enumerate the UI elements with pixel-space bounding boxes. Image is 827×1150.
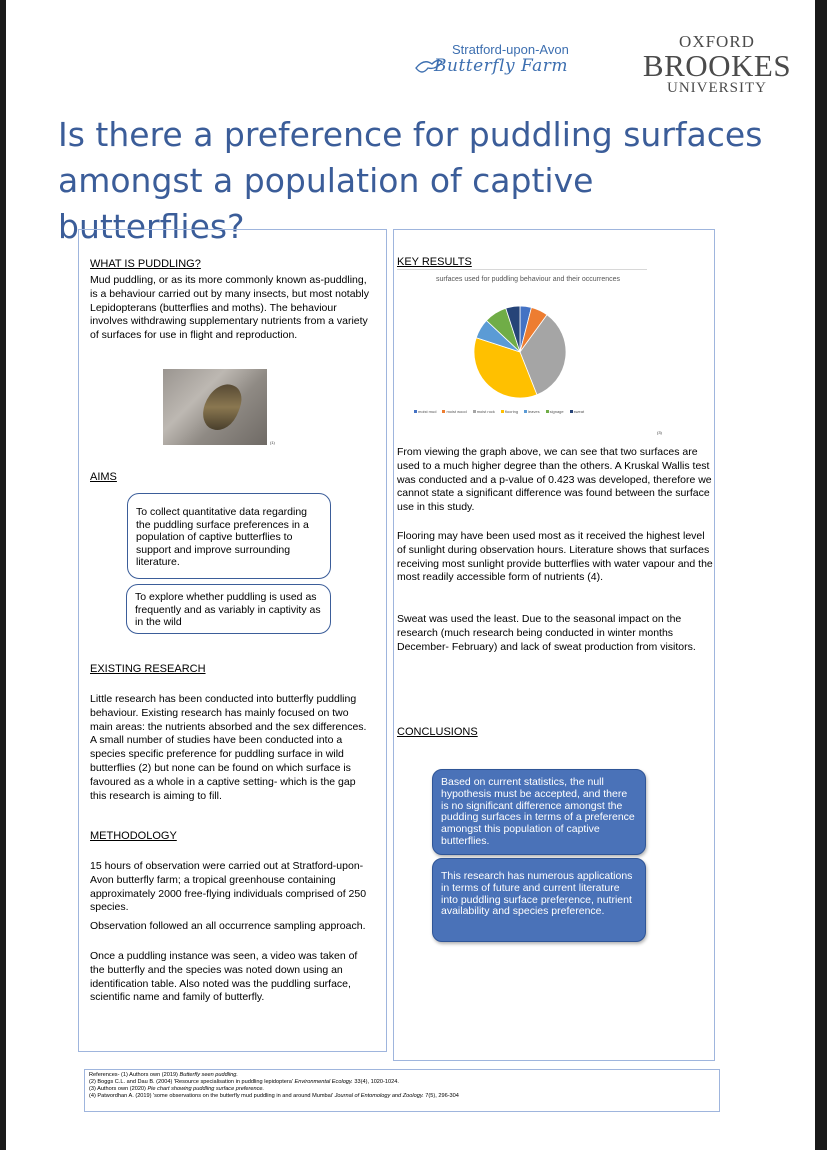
chart-top-rule [397, 269, 647, 270]
oxford-brookes-logo [642, 32, 792, 97]
key-results-heading: KEY RESULTS [397, 256, 472, 268]
existing-research-heading: EXISTING RESEARCH [90, 663, 206, 675]
legend-label: moist rock [476, 409, 495, 414]
methodology-text-2: Observation followed an all occurrence sampling approach. [90, 920, 366, 932]
legend-swatch [524, 410, 527, 413]
methodology-text-3: Once a puddling instance was seen, a video was taken of the butterfly and the species was noted down using an identification table. Also noted was the puddling surface, scientific name and family of butterfly. [90, 950, 358, 1004]
methodology-heading: METHODOLOGY [90, 830, 177, 842]
butterfly-photo [163, 369, 267, 445]
results-text-2: Flooring may have been used most as it received the highest level of sunlight during observation hours. Literature shows that surfaces receiving most sunlight provide butterflies with water vapour and the most readily accessible form of nutrients (4). [397, 530, 713, 584]
reference-1: References- (1) Authors own (2019) Butterfly seen puddling. [89, 1072, 238, 1078]
title-line1: Is there a preference for puddling surfaces [58, 115, 763, 154]
what-is-puddling-text: Mud puddling, or as its more commonly known as-puddling, is a behaviour carried out by many insects, but most notably Lepidopterans (butterflies and moths). The behaviour involves withdrawing supplementary nutrients from a variety of surfaces for use in flight and reproduction. [90, 274, 369, 342]
legend-item-sweat [570, 409, 584, 414]
legend-swatch [414, 410, 417, 413]
reference-4: (4) Patwordhan A. (2019) 'some observations on the butterfly mud puddling in and around Mumbai' Journal of Entomology and Zoology. 7(5), 296-304 [89, 1093, 459, 1099]
legend-label: moist wood [446, 409, 467, 414]
existing-research-text: Little research has been conducted into butterfly puddling behaviour. Existing research has mainly focused on two main areas: the nutrients absorbed and the sex differences. A small number of studies have been conducted into a species specific preference for puddling surface in wild butterflies (2) but none can be found on which surface is favoured as a whole in a captive setting- which is the gap this research is aiming to fill. [90, 693, 367, 802]
legend-label: flooring [504, 409, 519, 414]
university-line3: UNIVERSITY [667, 80, 767, 96]
legend-swatch [570, 410, 573, 413]
butterfly-farm-name: Butterfly Farm [434, 56, 569, 76]
chart-title: surfaces used for puddling behaviour and their occurrences [435, 276, 621, 283]
reference-2: (2) Boggs C.L. and Dau B. (2004) 'Resource specialisation in puddling lepidoptera' Environmental Ecology. 33(4), 1020-1024. [89, 1079, 399, 1085]
methodology-text-1: 15 hours of observation were carried out at Stratford-upon-Avon butterfly farm; a tropical greenhouse containing approximately 2000 free-flying individuals comprised of 250 species. [90, 860, 367, 914]
legend-swatch [473, 410, 476, 413]
legend-label: sweat [573, 409, 585, 414]
legend-item-signage [546, 409, 564, 414]
legend-swatch [546, 410, 549, 413]
pie-chart [470, 302, 570, 402]
chart-reference: (3) [657, 430, 662, 435]
legend-item-moist-wood [442, 409, 466, 414]
conclusion-box-1 [432, 769, 646, 855]
chart-legend [414, 409, 644, 414]
legend-label: moist mud [418, 409, 437, 414]
poster [6, 0, 815, 1150]
title-line2: amongst a population of captive butterflies? [58, 161, 594, 246]
reference-3: (3) Authors own (2020) Pie chart showing puddling surface preference. [89, 1086, 265, 1092]
legend-item-moist-rock [473, 409, 495, 414]
aim-box-2 [126, 584, 331, 634]
legend-item-flooring [501, 409, 518, 414]
butterfly-farm-logo [414, 42, 594, 82]
conclusions-heading: CONCLUSIONS [397, 726, 478, 738]
aim-text-1: To collect quantitative data regarding the puddling surface preferences in a population of captive butterflies to support and improve surrounding literature. [136, 506, 309, 568]
aim-text-2: To explore whether puddling is used as frequently and as variably in captivity as in the wild [135, 591, 321, 628]
what-is-puddling-heading: WHAT IS PUDDLING? [90, 258, 201, 270]
university-line1: OXFORD [679, 32, 755, 51]
legend-swatch [501, 410, 504, 413]
legend-label: signage [549, 409, 564, 414]
conclusion-box-2 [432, 858, 646, 942]
aim-box-1 [127, 493, 331, 579]
legend-swatch [442, 410, 445, 413]
legend-item-leaves [524, 409, 540, 414]
aims-heading: AIMS [90, 471, 117, 483]
photo-reference: (1) [270, 440, 275, 445]
results-text-1: From viewing the graph above, we can see that two surfaces are used to a much higher degree than the others. A Kruskal Wallis test was conducted and a p-value of 0.423 was developed, therefore we cannot state a significant difference was found between the surface use in this study. [397, 446, 712, 514]
conclusion-text-2: This research has numerous applications in terms of future and current literature into puddling surface preference, nutrient availability and species preference. [441, 870, 633, 918]
legend-label: leaves [528, 409, 540, 414]
legend-item-moist-mud [414, 409, 436, 414]
butterfly-farm-location: Stratford-upon-Avon [452, 42, 569, 57]
references-box [84, 1069, 720, 1112]
university-line2: BROOKES [642, 48, 792, 83]
conclusion-text-1: Based on current statistics, the null hypothesis must be accepted, and there is no significant difference amongst the pudding surfaces in terms of a preference amongst this population of captive butterflies. [441, 776, 635, 847]
butterfly-wing-shape [198, 379, 246, 436]
results-text-3: Sweat was used the least. Due to the seasonal impact on the research (much research being conducted in winter months December- February) and lack of sweat production from visitors. [397, 613, 696, 653]
